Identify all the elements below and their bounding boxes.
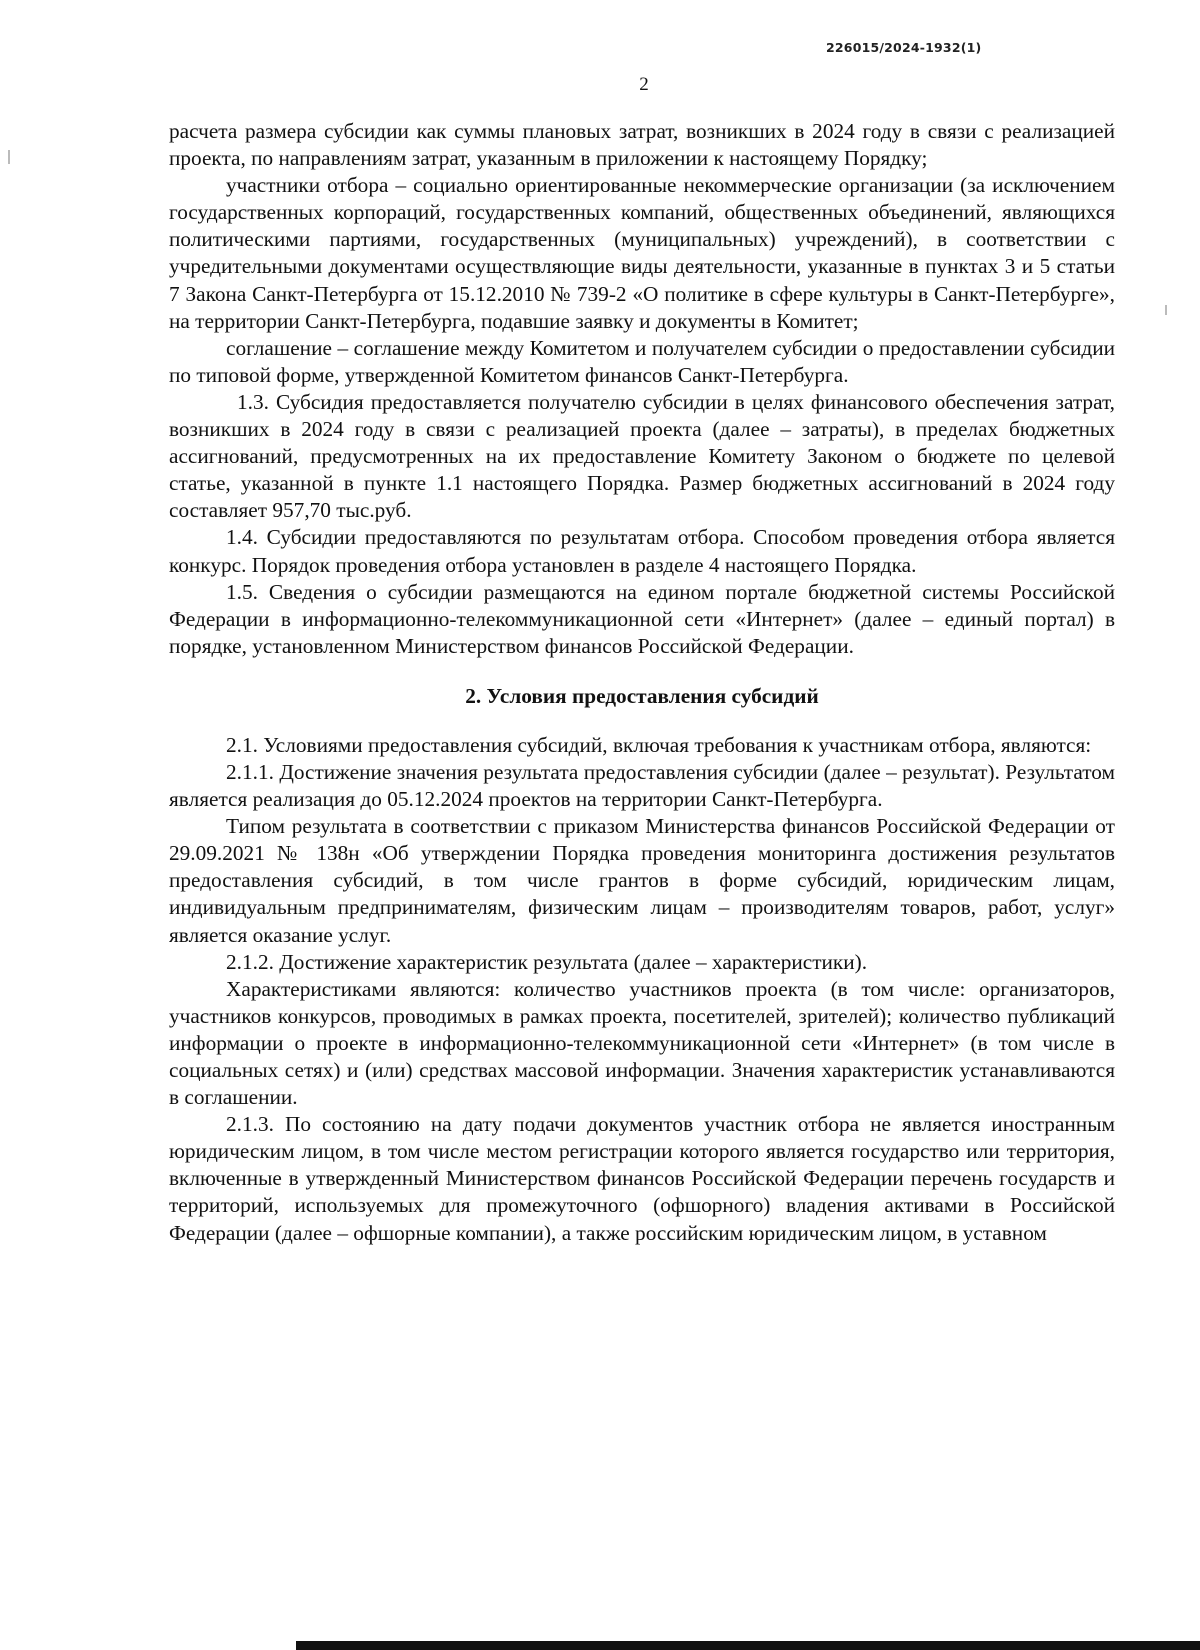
section-title-conditions: 2. Условия предоставления субсидий: [465, 683, 819, 708]
paragraph-2-1-3: 2.1.3. По состоянию на дату подачи документов участник отбора не является иностранным юридическим лицом, в том числе местом регистрации которого является государство или территория, включенные в утвержденный Министерством финансов Российской Федерации перечень государств и территорий, используемых для промежуточного (офшорного) владения активами в Российской Федерации (далее – офшорные компании), а также российским юридическим лицом, в уставном: [169, 1112, 1115, 1245]
paragraph-selection-participants: участники отбора – социально ориентированные некоммерческие организации (за исключением государственных корпораций, государственных компаний, общественных объединений, являющихся политическими партиями, государственных (муниципальных) учреждений), в соответствии с учредительными документами осуществляющие виды деятельности, указанные в пунктах 3 и 5 статьи 7 Закона Санкт-Петербурга от 15.12.2010 № 739-2 «О политике в сфере культуры в Санкт-Петербурге», на территории Санкт-Петербурга, подавшие заявку и документы в Комитет;: [169, 173, 1115, 333]
paragraph-1-5: 1.5. Сведения о субсидии размещаются на едином портале бюджетной системы Российской Федерации в информационно-телекоммуникационной сети «Интернет» (далее – единый портал) в порядке, установленном Министерством финансов Российской Федерации.: [169, 579, 1115, 658]
scan-bottom-edge: [296, 1641, 1200, 1650]
paragraph-2-1-1: 2.1.1. Достижение значения результата предоставления субсидии (далее – результат). Результатом является реализация до 05.12.2024 проектов на территории Санкт-Петербурга.: [169, 759, 1115, 812]
paragraph-2-1: 2.1. Условиями предоставления субсидий, включая требования к участникам отбора, являются:: [226, 732, 1092, 757]
paragraph-2-1-2: 2.1.2. Достижение характеристик результата (далее – характеристики).: [226, 949, 868, 974]
paragraph-subsidy-calculation: расчета размера субсидии как суммы плановых затрат, возникших в 2024 году в связи с реализацией проекта, по направлениям затрат, указанным в приложении к настоящему Порядку;: [169, 119, 1115, 171]
paragraph-agreement-definition: соглашение – соглашение между Комитетом и получателем субсидии о предоставлении субсидии по типовой форме, утвержденной Комитетом финансов Санкт-Петербурга.: [169, 335, 1115, 387]
scan-artifact-left: [8, 150, 10, 164]
document-body: [169, 118, 1115, 1247]
paragraph-result-type: Типом результата в соответствии с приказом Министерства финансов Российской Федерации от 29.09.2021 № 138н «Об утверждении Порядка проведения мониторинга достижения результатов предоставления субсидий, в том числе грантов в форме субсидий, юридическим лицам, индивидуальным предпринимателям, физическим лицам – производителям товаров, работ, услуг» является оказание услуг.: [169, 814, 1115, 947]
paragraph-characteristics: Характеристиками являются: количество участников проекта (в том числе: организаторов, участников конкурсов, проводимых в рамках проекта, посетителей, зрителей); количество публикаций информации о проекте в информационно-телекоммуникационной сети «Интернет» (в том числе в социальных сетях) и (или) средствах массовой информации. Значения характеристик устанавливаются в соглашении.: [169, 976, 1115, 1110]
paragraph-1-4: 1.4. Субсидии предоставляются по результатам отбора. Способом проведения отбора является конкурс. Порядок проведения отбора установлен в разделе 4 настоящего Порядка.: [169, 525, 1115, 577]
page-number: 2: [639, 74, 649, 95]
scan-artifact-right: [1165, 305, 1167, 315]
paragraph-1-3: 1.3. Субсидия предоставляется получателю субсидии в целях финансового обеспечения затрат, возникших в 2024 году в связи с реализацией проекта (далее – затраты), в пределах бюджетных ассигнований, предусмотренных на их предоставление Комитету Законом о бюджете по целевой статье, указанной в пункте 1.1 настоящего Порядка. Размер бюджетных ассигнований в 2024 году составляет 957,70 тыс.руб.: [169, 389, 1115, 523]
document-registration-number: 226015/2024-1932(1): [826, 40, 982, 55]
